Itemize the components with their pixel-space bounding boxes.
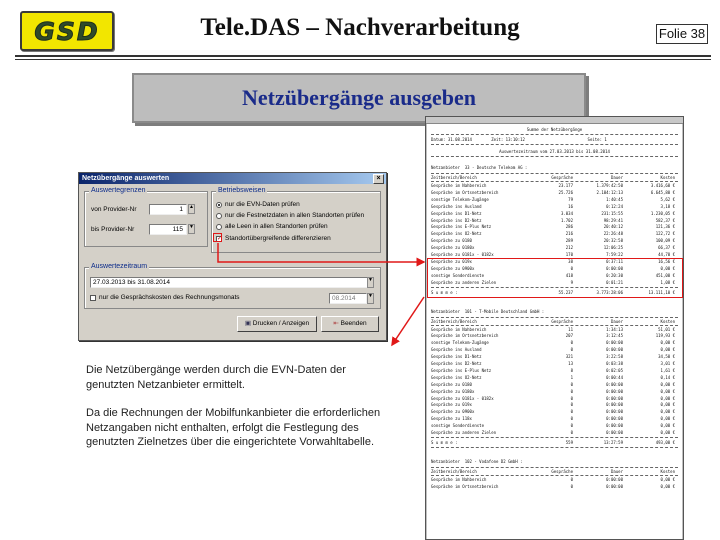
report-cell: 6.645,80 € <box>650 189 675 195</box>
report-heading: Summe der Netzübergänge <box>526 127 583 132</box>
report-cell: 0:00:00 <box>606 409 623 415</box>
subtitle-text: Netzübergänge ausgeben <box>241 85 477 110</box>
report-row <box>431 333 678 338</box>
report-page <box>427 124 682 539</box>
report-cell: 493,00 € <box>655 439 675 445</box>
report-cell: 0:00:00 <box>606 423 623 429</box>
report-period: Auswertezeitraum vom 27.03.2013 bis 31.08.2014 <box>499 149 610 154</box>
exit-icon: ⇤ <box>333 320 339 327</box>
report-cell: 8 <box>570 367 573 373</box>
report-separator <box>431 325 678 326</box>
report-row <box>431 231 678 236</box>
report-cell: 0:20:30 <box>606 272 623 278</box>
report-cell: sonstige Telekom-Zugänge <box>431 196 489 202</box>
print-button[interactable] <box>237 316 317 332</box>
report-cell: Zeitbereich/Bereich <box>431 175 477 180</box>
report-cell: Gespräche ins O2-Netz <box>431 231 482 237</box>
report-cell: 418 <box>565 272 573 278</box>
header-divider-thin <box>15 59 711 60</box>
report-row <box>431 327 678 332</box>
report-cell: sonstige Sonderdienste <box>431 272 484 278</box>
report-cell: Gespräche ins E-Plus Netz <box>431 367 492 373</box>
option-evn-radio[interactable] <box>216 202 222 208</box>
report-cell: 38 <box>568 258 573 264</box>
dialog-title: Netzübergänge auswerten <box>82 175 170 182</box>
report-cell: 0,00 € <box>660 409 675 415</box>
report-cell: 0:00:00 <box>606 347 623 353</box>
description <box>86 363 386 464</box>
report-row <box>431 402 678 407</box>
report-section2-title: Netzanbieter 101 - T-Mobile Deutschland GmbH : <box>431 308 545 314</box>
report-cell: 100,09 € <box>655 238 675 244</box>
report-cell: 582,37 € <box>655 217 675 223</box>
option-festnetz-label: nur die Festnetzdaten in allen Standorten prüfen <box>225 212 365 219</box>
report-row <box>431 389 678 394</box>
report-column-header <box>431 319 678 324</box>
report-cell: Gespräche <box>551 175 573 180</box>
report-cell: Gespräche zu 0900x <box>431 409 475 415</box>
report-cell: 44,70 € <box>658 252 675 257</box>
group-range-title: Auswertegrenzen <box>91 187 146 194</box>
report-row <box>431 197 678 202</box>
report-cell: Dauer <box>610 318 623 324</box>
group-period-title: Auswertezeitraum <box>91 263 148 270</box>
report-cell: 207 <box>565 333 573 339</box>
report-cell: 0,00 € <box>660 416 675 422</box>
report-cell: 286 <box>565 224 573 230</box>
report-cell: 0:00:00 <box>606 381 623 387</box>
report-cell: 25.726 <box>558 189 573 195</box>
report-row <box>431 218 678 223</box>
report-cell: 66,37 € <box>658 245 675 251</box>
report-cell: 0:00:00 <box>606 402 623 408</box>
report-cell: S u m m e : <box>431 289 458 295</box>
report-cell: 0:00:00 <box>606 483 623 489</box>
report-row <box>431 375 678 380</box>
report-cell: Gespräche im Nahbereich <box>431 326 487 332</box>
report-row <box>431 416 678 421</box>
report-cell: 13 <box>568 361 573 366</box>
report-cell: 3:12:45 <box>606 333 623 339</box>
report-cell: 0 <box>570 476 573 482</box>
report-cell: Gespräche zu 118x <box>431 416 472 422</box>
report-cell: 55.237 <box>558 289 573 295</box>
report-cell: 0:00:00 <box>606 416 623 422</box>
report-cell: 51,01 € <box>658 326 675 332</box>
report-cell: Gespräche ins Ausland <box>431 347 482 353</box>
print-button-label: Drucken / Anzeigen <box>252 320 310 327</box>
report-cell: 98:29:41 <box>603 217 623 223</box>
to-provider-label: bis Provider-Nr <box>91 226 135 233</box>
report-cell: 122,72 € <box>655 231 675 237</box>
report-highlight <box>427 258 683 298</box>
report-cell: Dauer <box>610 468 623 474</box>
report-cell: 0:00:00 <box>606 265 623 271</box>
report-cell: 1.702 <box>560 217 573 223</box>
report-cell: Gespräche zu 0180x <box>431 245 475 251</box>
dropdown-arrow-icon[interactable]: ▼ <box>367 277 374 288</box>
report-cell: 3.416,60 € <box>650 183 675 188</box>
report-cell: 0,00 € <box>660 381 675 387</box>
report-cell: 3,18 € <box>660 203 675 209</box>
only-calls-checkbox[interactable] <box>90 295 96 301</box>
report-cell: Gespräche zu 0181x - 0182x <box>431 395 494 401</box>
report-cell: 0 <box>570 395 573 401</box>
report-cell: 12:06:25 <box>603 245 623 251</box>
cancel-button-label: Beenden <box>340 320 367 327</box>
report-cell: 231:15:55 <box>601 210 623 216</box>
group-period <box>84 263 381 309</box>
option-all-label: alle Leen in allen Standorten prüfen <box>225 223 328 230</box>
printer-icon: ▣ <box>244 320 251 327</box>
report-separator <box>431 467 678 468</box>
report-cell: 23.177 <box>558 183 573 188</box>
report-row <box>431 340 678 345</box>
report-cell: 212 <box>565 245 573 251</box>
netzuebergaenge-dialog <box>78 172 387 341</box>
report-row <box>431 477 678 482</box>
report-cell: 0,00 € <box>660 402 675 408</box>
report-row <box>431 354 678 359</box>
report-cell: Gespräche im Nahbereich <box>431 476 487 482</box>
report-row <box>431 368 678 373</box>
report-cell: 216 <box>565 231 573 237</box>
report-cell: 0 <box>570 423 573 429</box>
report-cell: 16,56 € <box>658 258 675 264</box>
report-cell: Dauer <box>610 175 623 180</box>
report-preview <box>425 116 684 540</box>
report-cell: 0 <box>570 402 573 408</box>
report-cell: 16 <box>568 203 573 209</box>
report-cell: 0:37:11 <box>606 258 623 264</box>
report-cell: 1.379:42:50 <box>596 183 623 188</box>
report-cell: 0,00 € <box>660 476 675 482</box>
report-row <box>431 382 678 387</box>
report-cell: 0 <box>570 416 573 422</box>
gsd-logo <box>20 11 114 51</box>
report-cell: Gespräche zu 0180x <box>431 388 475 394</box>
report-cell: 0,00 € <box>660 423 675 429</box>
report-row <box>431 430 678 435</box>
from-provider-label: von Provider-Nr <box>91 206 137 213</box>
report-cell: 3.034 <box>560 210 573 216</box>
report-cell: Zeitbereich/Bereich <box>431 468 477 474</box>
report-cell: 0 <box>570 265 573 271</box>
report-cell: sonstige Sonderdienste <box>431 423 484 429</box>
report-cell: Gespräche zu 0181x - 0182x <box>431 252 494 257</box>
spin-down-icon[interactable]: ▼ <box>188 224 195 234</box>
report-cell: 22:26:48 <box>603 231 623 237</box>
report-separator <box>431 156 678 157</box>
arrow-to-description <box>392 297 424 345</box>
report-cell: 0 <box>570 409 573 415</box>
report-separator <box>431 475 678 476</box>
from-provider-input[interactable]: 1 <box>149 204 187 215</box>
report-row <box>431 347 678 352</box>
report-cell: Gespräche im Ortsnetzbereich <box>431 189 499 195</box>
report-cell: 121,36 € <box>655 224 675 230</box>
report-row <box>431 423 678 428</box>
report-cell: Gespräche im Ortsnetzbereich <box>431 483 499 489</box>
report-cell: 451,00 € <box>655 272 675 278</box>
report-cell: 34,50 € <box>658 354 675 360</box>
report-separator <box>431 181 678 182</box>
standort-checkbox-label: Standortübergreifende differenzieren <box>225 235 331 242</box>
report-cell: Kosten <box>660 468 675 474</box>
option-evn-label: nur die EVN-Daten prüfen <box>225 201 300 208</box>
report-row <box>431 238 678 243</box>
report-toolbar <box>426 117 683 124</box>
report-cell: 3.773:28:06 <box>596 289 623 295</box>
report-cell: S u m m e : <box>431 439 458 445</box>
report-cell: 289 <box>565 238 573 244</box>
report-cell: 20:32:58 <box>603 238 623 244</box>
report-cell: Gespräche ins D2-Netz <box>431 361 482 366</box>
report-row <box>431 224 678 229</box>
report-cell: 0,00 € <box>660 265 675 271</box>
report-cell: Gespräche ins D1-Netz <box>431 354 482 360</box>
report-cell: 1:40:45 <box>606 196 623 202</box>
month-input[interactable]: 08.2014 <box>329 293 367 304</box>
close-icon[interactable]: × <box>373 174 384 184</box>
report-cell: 3:22:58 <box>606 354 623 360</box>
report-cell: sonstige Telekom-Zugänge <box>431 340 489 346</box>
report-row <box>431 190 678 195</box>
report-cell: Gespräche <box>551 318 573 324</box>
report-separator <box>431 447 678 448</box>
report-cell: 0,00 € <box>660 430 675 435</box>
option-festnetz-radio[interactable] <box>216 213 222 219</box>
description-paragraph-2: Da die Rechnungen der Mobilfunkanbieter die erforderlichen Netzangaben nicht enthalten, erfolgt die Festlegung des genutzten Zielnetzes über die eingerichtete Vorwahltabelle. <box>86 407 381 448</box>
report-cell: 559 <box>565 439 573 445</box>
report-cell: Gespräche <box>551 468 573 474</box>
report-separator <box>431 173 678 174</box>
report-row <box>431 204 678 209</box>
report-cell: 0:00:00 <box>606 388 623 394</box>
report-cell: 0,14 € <box>660 374 675 380</box>
report-cell: Gespräche ins Ausland <box>431 203 482 209</box>
report-cell: 321 <box>565 354 573 360</box>
header-divider <box>15 55 711 57</box>
report-section3-title: Netzanbieter 102 - Vodafone D2 GmbH : <box>431 458 523 464</box>
only-calls-label: nur die Gesprächskosten des Rechnungsmonats <box>99 294 240 301</box>
report-cell: Kosten <box>660 318 675 324</box>
report-row <box>431 183 678 188</box>
report-cell: 79 <box>568 196 573 202</box>
report-cell: 0:03:38 <box>606 361 623 366</box>
report-cell: 3,01 € <box>660 361 675 366</box>
report-row <box>431 361 678 366</box>
report-cell: 0 <box>570 483 573 489</box>
report-cell: 11 <box>568 326 573 332</box>
to-provider-input[interactable]: 115 <box>149 224 187 235</box>
report-cell: 0:00:00 <box>606 340 623 346</box>
report-cell: 5,62 € <box>660 196 675 202</box>
report-separator <box>431 144 678 145</box>
report-cell: Gespräche ins D2-Netz <box>431 217 482 223</box>
report-cell: 7:59:22 <box>606 252 623 257</box>
group-range <box>84 187 208 247</box>
report-cell: 0:02:05 <box>606 367 623 373</box>
calendar-dropdown-icon[interactable]: ▼ <box>367 293 374 304</box>
option-all-radio[interactable] <box>216 224 222 230</box>
report-separator <box>431 437 678 438</box>
logo-text: GSD <box>34 16 100 46</box>
report-cell: 2.104:12:13 <box>596 189 623 195</box>
report-cell: Gespräche zu anderen Zielen <box>431 430 497 435</box>
report-cell: Gespräche zu 019x <box>431 402 472 408</box>
report-cell: Gespräche ins E-Plus Netz <box>431 224 492 230</box>
checkbox-highlight <box>213 233 222 242</box>
report-cell: 0,00 € <box>660 395 675 401</box>
report-cell: 1,08 € <box>660 279 675 285</box>
report-cell: Gespräche zu 0180 <box>431 238 472 244</box>
report-cell: 13.111,10 € <box>648 289 675 295</box>
dialog-titlebar <box>79 173 386 184</box>
report-sum-row <box>431 440 678 445</box>
report-row <box>431 245 678 250</box>
period-select[interactable]: 27.03.2013 bis 31.08.2014 <box>90 277 374 288</box>
report-cell: 9 <box>570 279 573 285</box>
report-separator <box>431 134 678 135</box>
report-cell: 0,00 € <box>660 388 675 394</box>
report-cell: 20:40:12 <box>603 224 623 230</box>
report-cell: 1:34:13 <box>606 326 623 332</box>
report-cell: 0:00:00 <box>606 395 623 401</box>
report-cell: Zeitbereich/Bereich <box>431 318 477 324</box>
report-cell: 0 <box>570 381 573 387</box>
report-cell: Gespräche zu 0900x <box>431 265 475 271</box>
report-cell: 119,93 € <box>655 333 675 339</box>
slide-title: Tele.DAS – Nachverarbeitung <box>200 14 520 41</box>
report-meta: Datum: 31.08.2014 Zeit: 13:10:12 Seite: 1 <box>431 137 607 142</box>
report-cell: Kosten <box>660 175 675 180</box>
report-row <box>431 252 678 257</box>
spin-up-icon[interactable]: ▲ <box>188 204 195 214</box>
report-cell: 1.230,05 € <box>650 210 675 216</box>
slide-number: Folie 38 <box>656 24 708 44</box>
report-row <box>431 409 678 414</box>
report-cell: 0:00:00 <box>606 430 623 435</box>
report-cell: Gespräche im Nahbereich <box>431 183 487 188</box>
report-cell: 0 <box>570 388 573 394</box>
report-cell: 1 <box>570 374 573 380</box>
report-cell: 0:00:00 <box>606 476 623 482</box>
report-cell: 0,00 € <box>660 483 675 489</box>
report-cell: 0,00 € <box>660 347 675 353</box>
report-row <box>431 211 678 216</box>
report-cell: 0:12:24 <box>606 203 623 209</box>
report-row <box>431 484 678 489</box>
group-options <box>211 187 381 253</box>
report-cell: Gespräche zu 0180 <box>431 381 472 387</box>
report-column-header <box>431 469 678 474</box>
report-cell: 0 <box>570 347 573 353</box>
report-cell: Gespräche zu anderen Zielen <box>431 279 497 285</box>
report-separator <box>431 317 678 318</box>
description-paragraph-1: Die Netzübergänge werden durch die EVN-Daten der genutzten Netzanbieter ermittelt. <box>86 364 346 391</box>
report-cell: 0 <box>570 430 573 435</box>
cancel-button[interactable] <box>321 316 379 332</box>
report-cell: Gespräche im Ortsnetzbereich <box>431 333 499 339</box>
report-cell: 0 <box>570 340 573 346</box>
report-section1-title: Netzanbieter 33 - Deutsche Telekom AG : <box>431 165 528 170</box>
report-cell: 170 <box>565 252 573 257</box>
report-cell: Gespräche zu 019x <box>431 258 472 264</box>
report-cell: Gespräche ins D1-Netz <box>431 210 482 216</box>
report-column-header <box>431 175 678 180</box>
report-cell: 0:01:21 <box>606 279 623 285</box>
report-cell: 0:00:44 <box>606 374 623 380</box>
report-cell: Gespräche ins O2-Netz <box>431 374 482 380</box>
report-cell: 0,00 € <box>660 340 675 346</box>
report-cell: 1,61 € <box>660 367 675 373</box>
standort-checkbox[interactable]: ✓ <box>217 236 223 242</box>
group-options-title: Betriebsweisen <box>218 187 266 194</box>
report-row <box>431 396 678 401</box>
report-cell: 13:27:59 <box>603 439 623 445</box>
